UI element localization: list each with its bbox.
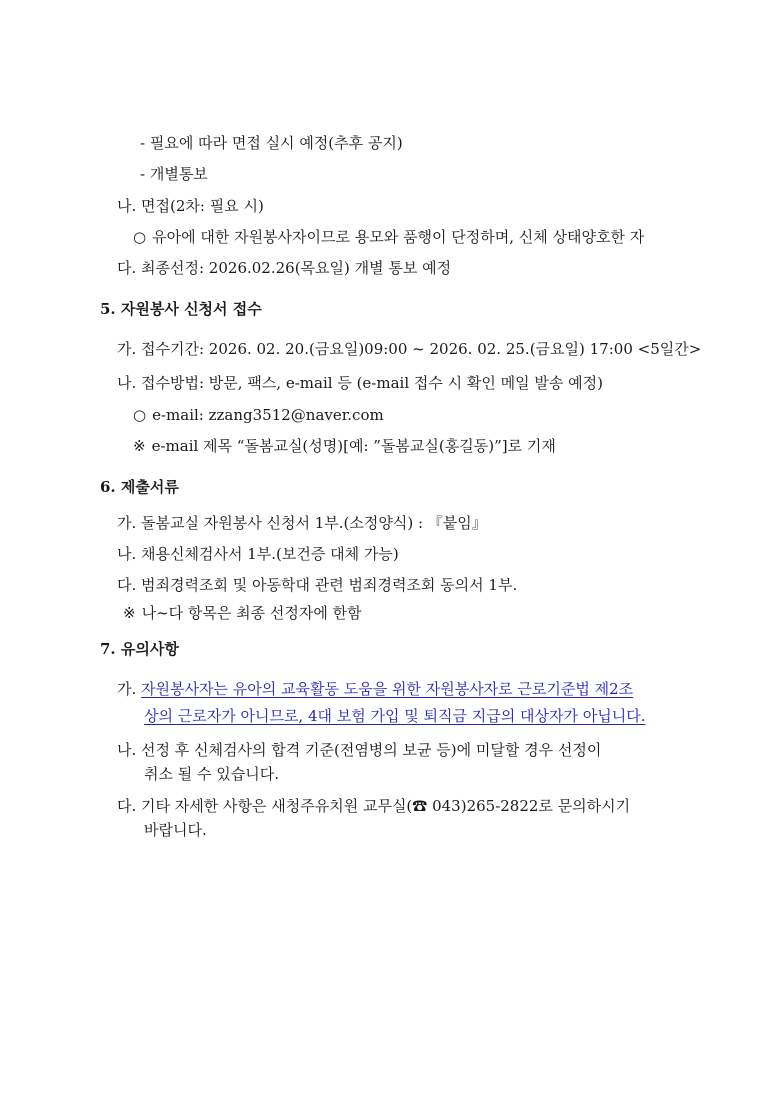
notice-da-text-a: 다. 기타 자세한 사항은 새청주유치원 교무실( — [117, 797, 413, 815]
phone-icon: ☎ — [412, 797, 428, 815]
email-address-text: e-mail: zzang3512@naver.com — [152, 406, 384, 424]
section-7-heading: 7. 유의사항 — [100, 640, 179, 658]
notice-da-text-b: 043)265-2822로 문의하시기 — [427, 797, 631, 815]
interview-round-line: 나. 면접(2차: 필요 시) — [117, 197, 264, 215]
individual-notice-line: - 개별통보 — [140, 165, 208, 183]
documents-note-line — [123, 603, 362, 623]
section-6-heading: 6. 제출서류 — [100, 478, 179, 496]
application-period-line: 가. 접수기간: 2026. 02. 20.(금요일)09:00 ~ 2026. 02. 25.(금요일) 17:00 <5일간> — [117, 340, 702, 358]
interview-criteria-line — [133, 227, 644, 247]
notice-ga-link-text-2[interactable]: 상의 근로자가 아니므로, 4대 보험 가입 및 퇴직금 지급의 대상자가 아닙니다. — [144, 707, 646, 725]
notice-ga-prefix: 가. — [117, 680, 137, 698]
email-subject-text: e-mail 제목 “돌봄교실(성명)[예: ”돌봄교실(홍길동)”]로 기재 — [151, 437, 556, 455]
doc-criminal-record-line: 다. 범죄경력조회 및 아동학대 관련 범죄경력조회 동의서 1부. — [117, 576, 518, 594]
notice-ga-link-text-1[interactable]: 자원봉사자는 유아의 교육활동 도움을 위한 자원봉사자로 근로기준법 제2조 — [141, 680, 634, 698]
interview-plan-line: - 필요에 따라 면접 실시 예정(추후 공지) — [140, 134, 403, 152]
notice-da-line-1 — [117, 796, 630, 816]
application-method-line: 나. 접수방법: 방문, 팩스, e-mail 등 (e-mail 접수 시 확인 메일 발송 예정) — [117, 374, 603, 392]
reference-mark-icon: ※ — [123, 604, 136, 622]
circle-bullet-icon: ○ — [133, 228, 147, 246]
doc-application-form-line: 가. 돌봄교실 자원봉사 신청서 1부.(소정양식) : 『붙임』 — [117, 514, 487, 532]
doc-health-check-line: 나. 채용신체검사서 1부.(보건증 대체 가능) — [117, 545, 399, 563]
reference-mark-icon: ※ — [133, 437, 146, 455]
notice-na-line-1: 나. 선정 후 신체검사의 합격 기준(전염병의 보균 등)에 미달할 경우 선정이 — [117, 741, 602, 759]
notice-da-line-2: 바랍니다. — [144, 821, 207, 839]
circle-bullet-icon: ○ — [133, 406, 147, 424]
section-5-heading: 5. 자원봉사 신청서 접수 — [100, 300, 262, 318]
documents-note-text: 나~다 항목은 최종 선정자에 한함 — [141, 604, 362, 622]
notice-ga-line-1 — [117, 679, 633, 699]
email-subject-note — [133, 436, 556, 456]
email-line — [133, 405, 384, 425]
notice-na-line-2: 취소 될 수 있습니다. — [144, 765, 279, 783]
interview-criteria-text: 유아에 대한 자원봉사자이므로 용모와 품행이 단정하며, 신체 상태양호한 자 — [152, 228, 645, 246]
final-selection-line: 다. 최종선정: 2026.02.26(목요일) 개별 통보 예정 — [117, 259, 452, 277]
